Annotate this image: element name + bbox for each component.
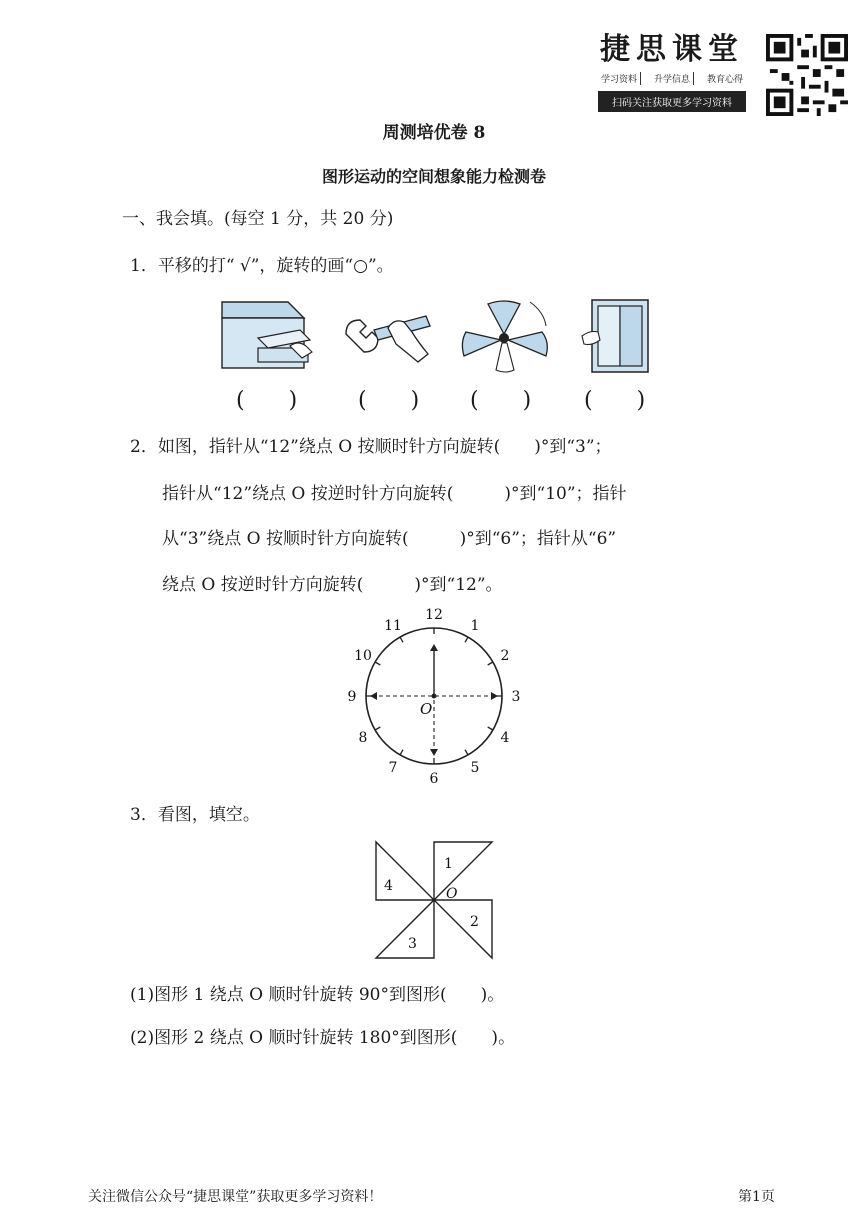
question-2-line: 指针从“12”绕点 O 按逆时针方向旋转( )°到“10”；指针: [162, 484, 627, 504]
shape-label: 2: [470, 914, 479, 930]
clock-tick: [375, 662, 380, 665]
pinwheel-shape: [434, 842, 492, 900]
question-2-line: 2．如图，指针从“12”绕点 O 按顺时针方向旋转( )°到“3”；: [130, 437, 612, 457]
center-point: [432, 694, 437, 699]
wrench-icon: [340, 306, 435, 366]
clock-number: 5: [470, 760, 480, 777]
pinwheel-shape: [376, 900, 434, 958]
clock-tick: [465, 637, 468, 642]
center-label: O: [446, 886, 458, 902]
shape-label: 3: [408, 936, 417, 952]
answer-slot[interactable]: ( ): [358, 388, 420, 413]
footer-note: 关注微信公众号“捷思课堂”获取更多学习资料！: [88, 1189, 383, 1205]
section-heading: 一、我会填。(每空 1 分，共 20 分): [122, 209, 394, 229]
brand-tag: 学习资料: [598, 72, 641, 85]
clock-tick: [488, 727, 493, 730]
pinwheel-diagram: [370, 838, 498, 962]
fan-icon: [458, 298, 552, 374]
clock-number: 2: [500, 648, 510, 664]
brand-banner: 扫码关注获取更多学习资料: [598, 91, 746, 112]
answer-slot[interactable]: ( ): [470, 388, 532, 413]
brand-tags: [598, 72, 746, 85]
window-icon: [578, 296, 654, 376]
clock-tick: [375, 727, 380, 730]
clock-number: 3: [511, 689, 521, 705]
drawer-icon: [218, 296, 328, 372]
brand-tag: 升学信息: [651, 72, 694, 85]
clock-tick: [400, 637, 403, 642]
pinwheel-shape: [434, 900, 492, 958]
clock-tick: [488, 662, 493, 665]
answer-slot[interactable]: ( ): [236, 388, 298, 413]
shape-label: 4: [384, 878, 393, 894]
clock-number: 8: [358, 730, 368, 746]
question-3-sub: (1)图形 1 绕点 O 顺时针旋转 90°到图形( )。: [130, 985, 505, 1005]
page-title: 周测培优卷 8: [382, 123, 486, 143]
question-3-text: 3．看图，填空。: [130, 805, 260, 825]
page-number: 第1页: [738, 1189, 775, 1205]
brand-box: [598, 30, 746, 112]
qr-code-icon: [766, 34, 848, 116]
brand-name: 捷思课堂: [600, 32, 744, 67]
clock-tick: [465, 750, 468, 755]
brand-tag: 教育心得: [706, 75, 743, 85]
clock-number: 10: [354, 648, 372, 664]
clock-diagram: [334, 602, 534, 788]
clock-number: 6: [429, 771, 439, 787]
arrow-head: [430, 749, 438, 756]
clock-number: 7: [388, 760, 398, 777]
clock-number: 9: [347, 689, 357, 705]
arrow-head: [370, 692, 377, 700]
clock-number: 11: [384, 617, 402, 634]
clock-tick: [400, 750, 403, 755]
clock-number: 4: [500, 730, 510, 746]
shape-label: 1: [444, 856, 453, 872]
center-label: O: [420, 700, 433, 718]
question-1-text: 1．平移的打“ √”，旋转的画“○”。: [130, 256, 394, 276]
answer-slot[interactable]: ( ): [584, 388, 646, 413]
arrow-head: [430, 644, 438, 651]
page-subtitle: 图形运动的空间想象能力检测卷: [321, 167, 546, 186]
question-3-sub: (2)图形 2 绕点 O 顺时针旋转 180°到图形( )。: [130, 1028, 516, 1048]
arrow-head: [491, 692, 498, 700]
question-2-line: 绕点 O 按逆时针方向旋转( )°到“12”。: [162, 575, 503, 595]
question-2-line: 从“3”绕点 O 按顺时针方向旋转( )°到“6”；指针从“6”: [162, 529, 617, 549]
clock-number: 12: [425, 607, 443, 623]
clock-number: 1: [470, 617, 480, 634]
